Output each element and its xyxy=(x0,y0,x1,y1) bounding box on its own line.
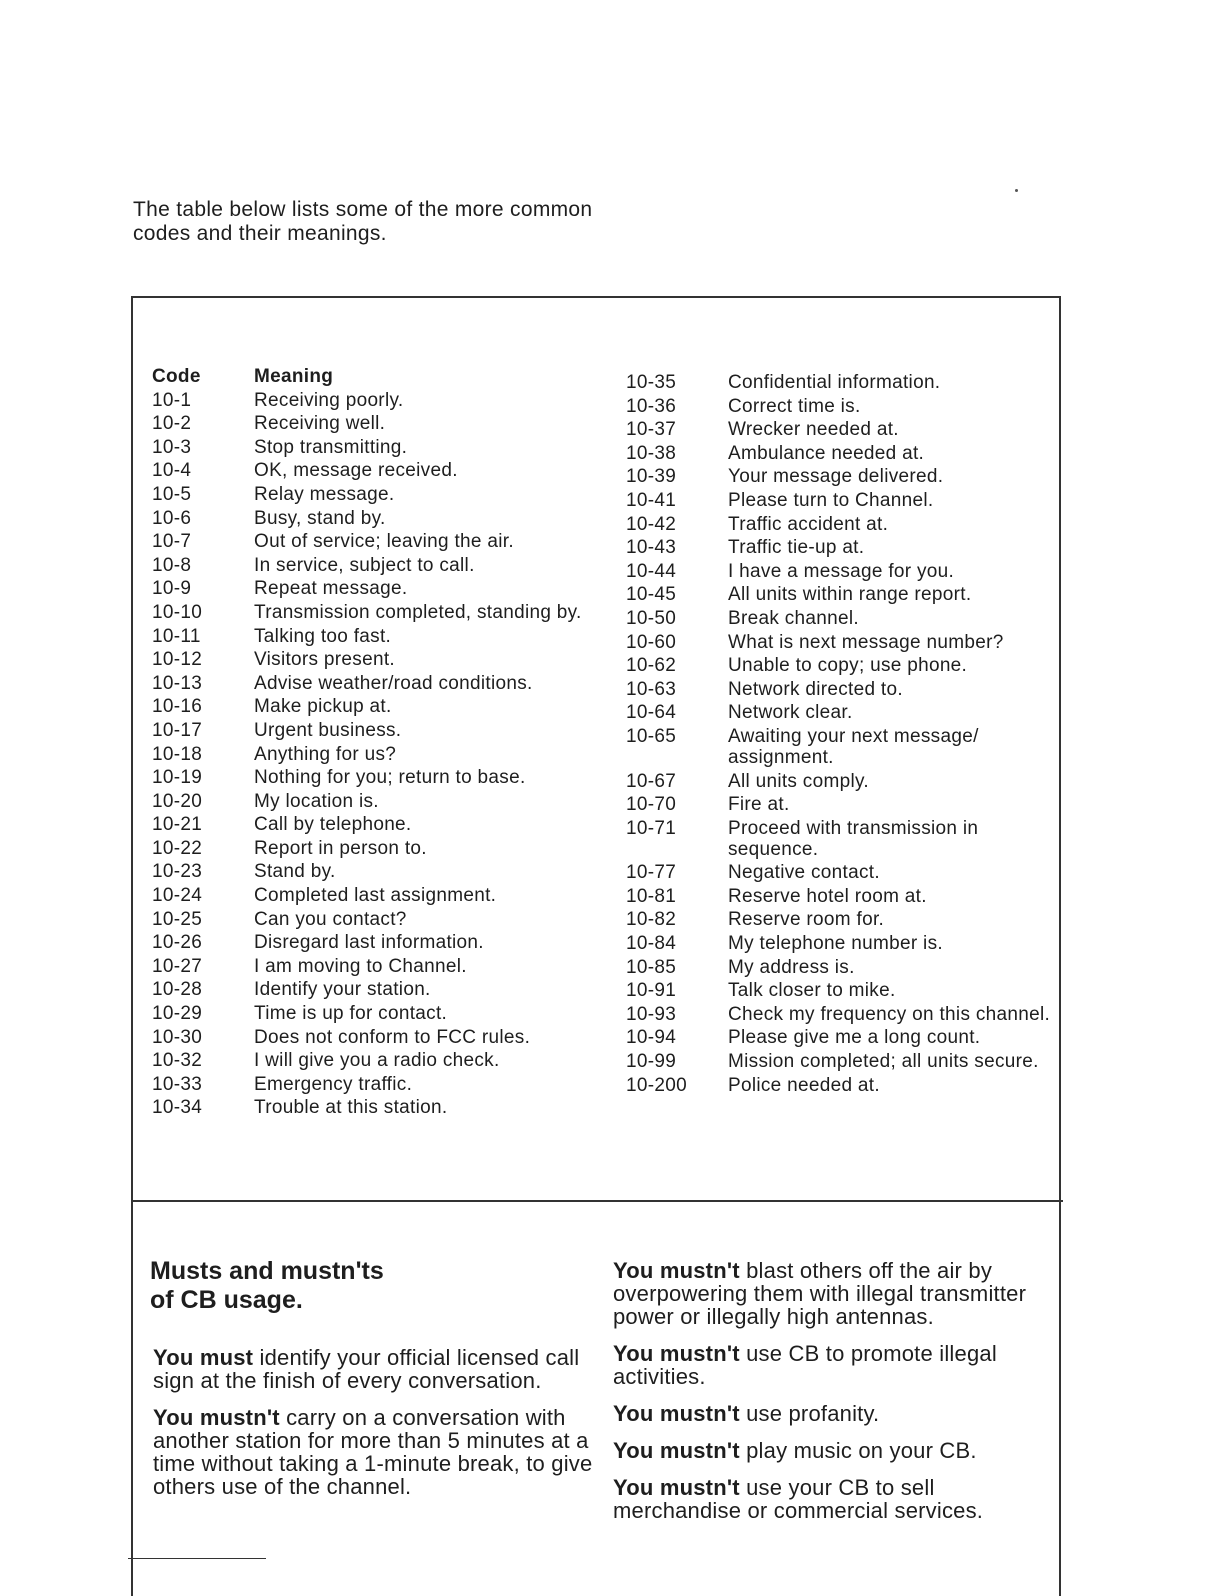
table-row xyxy=(152,437,622,458)
meaning-cell: Disregard last information. xyxy=(254,932,484,954)
code-cell: 10-19 xyxy=(152,767,203,789)
table-row xyxy=(152,696,622,717)
meaning-cell: Out of service; leaving the air. xyxy=(254,531,514,553)
code-cell: 10-4 xyxy=(152,460,192,482)
code-cell: 10-65 xyxy=(626,725,677,747)
meaning-cell: In service, subject to call. xyxy=(254,554,475,576)
table-row xyxy=(152,767,622,788)
table-row xyxy=(626,655,1066,676)
table-row xyxy=(152,649,622,670)
code-cell: 10-25 xyxy=(152,908,203,930)
table-row xyxy=(626,909,1066,930)
meaning-cell: My location is. xyxy=(254,790,379,812)
table-row xyxy=(152,861,622,882)
table-row xyxy=(152,602,622,623)
table-row xyxy=(152,932,622,953)
meaning-cell: Receiving poorly. xyxy=(254,389,404,411)
meaning-cell: Talking too fast. xyxy=(254,625,392,647)
table-row xyxy=(626,537,1066,558)
meaning-cell: Transmission completed, standing by. xyxy=(254,601,582,623)
rule-text: play music on your CB. xyxy=(739,1438,977,1463)
rule-paragraph xyxy=(613,1439,1053,1462)
meaning-cell: Visitors present. xyxy=(254,649,395,671)
meaning-cell: Wrecker needed at. xyxy=(728,419,899,441)
rule-paragraph xyxy=(613,1402,1053,1425)
table-row xyxy=(626,726,1066,768)
meaning-cell: Does not conform to FCC rules. xyxy=(254,1026,531,1048)
meaning-cell: Repeat message. xyxy=(254,578,408,600)
meaning-cell: Identify your station. xyxy=(254,979,431,1001)
table-row xyxy=(152,484,622,505)
table-row xyxy=(626,771,1066,792)
rule-paragraph xyxy=(613,1259,1053,1328)
table-row xyxy=(152,1003,622,1024)
code-cell: 10-67 xyxy=(626,770,677,792)
code-cell: 10-70 xyxy=(626,794,677,816)
section-divider xyxy=(131,1200,1063,1202)
meaning-cell: Police needed at. xyxy=(728,1074,880,1096)
code-cell: 10-9 xyxy=(152,578,192,600)
code-cell: 10-60 xyxy=(626,631,677,653)
meaning-cell: Awaiting your next message/ assignment. xyxy=(728,725,979,768)
intro-text: The table below lists some of the more common codes and their meanings. xyxy=(133,198,593,245)
musts-right-column xyxy=(613,1259,1053,1536)
meaning-cell: My address is. xyxy=(728,956,855,978)
code-cell: 10-38 xyxy=(626,442,677,464)
table-row xyxy=(152,555,622,576)
code-cell: 10-39 xyxy=(626,466,677,488)
code-cell: 10-32 xyxy=(152,1050,203,1072)
code-cell: 10-6 xyxy=(152,507,192,529)
table-row xyxy=(152,744,622,765)
code-cell: 10-23 xyxy=(152,861,203,883)
code-cell: 10-30 xyxy=(152,1026,203,1048)
table-row xyxy=(626,608,1066,629)
code-cell: 10-37 xyxy=(626,419,677,441)
code-cell: 10-93 xyxy=(626,1003,677,1025)
code-cell: 10-71 xyxy=(626,817,677,839)
rule-lead: You mustn't xyxy=(613,1438,740,1463)
meaning-cell: Please give me a long count. xyxy=(728,1027,981,1049)
meaning-cell: Busy, stand by. xyxy=(254,507,386,529)
code-cell: 10-43 xyxy=(626,537,677,559)
table-row xyxy=(152,390,622,411)
rule-lead: You mustn't xyxy=(153,1405,280,1430)
code-cell: 10-18 xyxy=(152,743,203,765)
code-cell: 10-7 xyxy=(152,531,192,553)
meaning-cell: I will give you a radio check. xyxy=(254,1050,500,1072)
code-cell: 10-200 xyxy=(626,1074,687,1096)
meaning-cell: OK, message received. xyxy=(254,460,458,482)
rule-lead: You mustn't xyxy=(613,1401,740,1426)
meaning-cell: Time is up for contact. xyxy=(254,1003,448,1025)
table-row xyxy=(152,1097,622,1118)
meaning-cell: Proceed with transmission in sequence. xyxy=(728,817,979,860)
meaning-cell: Unable to copy; use phone. xyxy=(728,655,968,677)
rule-text: carry on a conversation with another station for more than 5 minutes at a time without taking a 1-minute break, to give others use of the channel. xyxy=(153,1405,593,1499)
code-cell: 10-36 xyxy=(626,395,677,417)
rule-lead: You mustn't xyxy=(613,1258,740,1283)
musts-left-column xyxy=(153,1346,598,1512)
table-header xyxy=(152,366,622,387)
scan-speck xyxy=(1015,189,1018,192)
rule-text: use your CB to sell merchandise or commercial services. xyxy=(613,1475,984,1523)
meaning-cell: Make pickup at. xyxy=(254,696,392,718)
rule-lead: You mustn't xyxy=(613,1475,740,1500)
rule-paragraph xyxy=(613,1342,1053,1388)
codes-column-left xyxy=(152,366,622,1121)
codes-column-right xyxy=(626,372,1066,1098)
meaning-cell: Can you contact? xyxy=(254,908,407,930)
meaning-cell: Correct time is. xyxy=(728,395,861,417)
meaning-cell: Ambulance needed at. xyxy=(728,442,925,464)
table-row xyxy=(626,584,1066,605)
table-row xyxy=(626,561,1066,582)
code-cell: 10-33 xyxy=(152,1073,203,1095)
code-cell: 10-26 xyxy=(152,932,203,954)
meaning-cell: Reserve hotel room at. xyxy=(728,885,927,907)
code-cell: 10-99 xyxy=(626,1051,677,1073)
meaning-cell: Relay message. xyxy=(254,483,395,505)
table-row xyxy=(626,372,1066,393)
meaning-cell: All units within range report. xyxy=(728,584,972,606)
code-cell: 10-82 xyxy=(626,909,677,931)
table-row xyxy=(152,956,622,977)
footer-rule xyxy=(128,1558,266,1559)
table-row xyxy=(626,886,1066,907)
code-cell: 10-81 xyxy=(626,885,677,907)
table-row xyxy=(626,933,1066,954)
musts-title-line2: of CB usage. xyxy=(150,1286,303,1314)
table-row xyxy=(152,1027,622,1048)
meaning-cell: Network directed to. xyxy=(728,678,903,700)
code-cell: 10-84 xyxy=(626,933,677,955)
meaning-cell: Traffic tie-up at. xyxy=(728,537,865,559)
meaning-cell: Stand by. xyxy=(254,861,336,883)
rule-lead: You must xyxy=(153,1345,254,1370)
table-row xyxy=(152,531,622,552)
meaning-cell: Traffic accident at. xyxy=(728,513,889,535)
table-row xyxy=(152,838,622,859)
meaning-cell: I am moving to Channel. xyxy=(254,955,467,977)
header-code: Code xyxy=(152,366,201,387)
meaning-cell: Report in person to. xyxy=(254,837,427,859)
code-cell: 10-29 xyxy=(152,1003,203,1025)
meaning-cell: What is next message number? xyxy=(728,631,1004,653)
meaning-cell: Negative contact. xyxy=(728,862,880,884)
code-cell: 10-50 xyxy=(626,607,677,629)
code-cell: 10-35 xyxy=(626,372,677,393)
table-row xyxy=(152,791,622,812)
code-cell: 10-34 xyxy=(152,1097,203,1119)
table-row xyxy=(626,1051,1066,1072)
code-cell: 10-22 xyxy=(152,837,203,859)
code-cell: 10-94 xyxy=(626,1027,677,1049)
meaning-cell: Call by telephone. xyxy=(254,814,412,836)
table-row xyxy=(152,885,622,906)
meaning-cell: Check my frequency on this channel. xyxy=(728,1003,1051,1025)
code-cell: 10-10 xyxy=(152,601,203,623)
code-cell: 10-17 xyxy=(152,719,203,741)
rule-text: use profanity. xyxy=(739,1401,880,1426)
table-row xyxy=(626,514,1066,535)
code-cell: 10-20 xyxy=(152,790,203,812)
table-row xyxy=(152,413,622,434)
table-row xyxy=(152,1074,622,1095)
code-cell: 10-41 xyxy=(626,489,677,511)
code-cell: 10-91 xyxy=(626,980,677,1002)
code-cell: 10-3 xyxy=(152,436,192,458)
musts-title xyxy=(150,1257,384,1315)
meaning-cell: Break channel. xyxy=(728,607,859,629)
meaning-cell: Completed last assignment. xyxy=(254,885,497,907)
code-cell: 10-24 xyxy=(152,885,203,907)
table-row xyxy=(626,419,1066,440)
table-row xyxy=(152,626,622,647)
code-cell: 10-77 xyxy=(626,862,677,884)
meaning-cell: Nothing for you; return to base. xyxy=(254,767,526,789)
rule-text: use CB to promote illegal activities. xyxy=(613,1341,997,1389)
meaning-cell: Stop transmitting. xyxy=(254,436,408,458)
table-row xyxy=(626,466,1066,487)
meaning-cell: Anything for us? xyxy=(254,743,397,765)
meaning-cell: All units comply. xyxy=(728,770,869,792)
table-row xyxy=(152,673,622,694)
musts-title-line1: Musts and mustn'ts xyxy=(150,1257,384,1285)
code-cell: 10-44 xyxy=(626,560,677,582)
table-row xyxy=(152,1050,622,1071)
meaning-cell: Receiving well. xyxy=(254,413,386,435)
code-cell: 10-42 xyxy=(626,513,677,535)
code-cell: 10-11 xyxy=(152,625,201,647)
code-cell: 10-64 xyxy=(626,702,677,724)
table-row xyxy=(626,679,1066,700)
table-row xyxy=(152,979,622,1000)
meaning-cell: Trouble at this station. xyxy=(254,1097,448,1119)
meaning-cell: Emergency traffic. xyxy=(254,1073,413,1095)
meaning-cell: My telephone number is. xyxy=(728,933,943,955)
rule-paragraph xyxy=(153,1346,598,1392)
meaning-cell: Mission completed; all units secure. xyxy=(728,1051,1039,1073)
code-cell: 10-85 xyxy=(626,956,677,978)
table-row xyxy=(626,443,1066,464)
code-cell: 10-45 xyxy=(626,584,677,606)
code-cell: 10-28 xyxy=(152,979,203,1001)
code-cell: 10-12 xyxy=(152,649,203,671)
meaning-cell: I have a message for you. xyxy=(728,560,955,582)
table-row xyxy=(626,862,1066,883)
code-cell: 10-16 xyxy=(152,696,203,718)
meaning-cell: Reserve room for. xyxy=(728,909,885,931)
table-row xyxy=(626,396,1066,417)
code-cell: 10-63 xyxy=(626,678,677,700)
table-row xyxy=(626,490,1066,511)
rule-paragraph xyxy=(613,1476,1053,1522)
table-row xyxy=(626,818,1066,860)
meaning-cell: Advise weather/road conditions. xyxy=(254,672,533,694)
table-row xyxy=(626,702,1066,723)
code-cell: 10-62 xyxy=(626,655,677,677)
meaning-cell: Fire at. xyxy=(728,794,790,816)
meaning-cell: Confidential information. xyxy=(728,372,941,393)
code-cell: 10-1 xyxy=(152,389,192,411)
table-row xyxy=(152,578,622,599)
meaning-cell: Your message delivered. xyxy=(728,466,944,488)
table-row xyxy=(152,814,622,835)
code-cell: 10-21 xyxy=(152,814,203,836)
table-row xyxy=(626,632,1066,653)
table-row xyxy=(626,980,1066,1001)
code-cell: 10-2 xyxy=(152,413,192,435)
code-cell: 10-27 xyxy=(152,955,203,977)
meaning-cell: Talk closer to mike. xyxy=(728,980,896,1002)
meaning-cell: Urgent business. xyxy=(254,719,402,741)
meaning-cell: Please turn to Channel. xyxy=(728,489,934,511)
table-row xyxy=(152,909,622,930)
rule-lead: You mustn't xyxy=(613,1341,740,1366)
table-row xyxy=(152,508,622,529)
rule-text: blast others off the air by overpowering them with illegal transmitter power or illegally high antennas. xyxy=(613,1258,1027,1329)
table-row xyxy=(152,460,622,481)
table-row xyxy=(626,1027,1066,1048)
table-row xyxy=(626,794,1066,815)
header-meaning: Meaning xyxy=(254,366,334,387)
table-row xyxy=(626,957,1066,978)
table-row xyxy=(626,1075,1066,1096)
rule-paragraph xyxy=(153,1406,598,1498)
table-row xyxy=(152,720,622,741)
table-row xyxy=(626,1004,1066,1025)
code-cell: 10-5 xyxy=(152,483,192,505)
meaning-cell: Network clear. xyxy=(728,702,853,724)
rule-text: identify your official licensed call sign at the finish of every conversation. xyxy=(153,1345,580,1393)
code-cell: 10-8 xyxy=(152,554,192,576)
code-cell: 10-13 xyxy=(152,672,203,694)
